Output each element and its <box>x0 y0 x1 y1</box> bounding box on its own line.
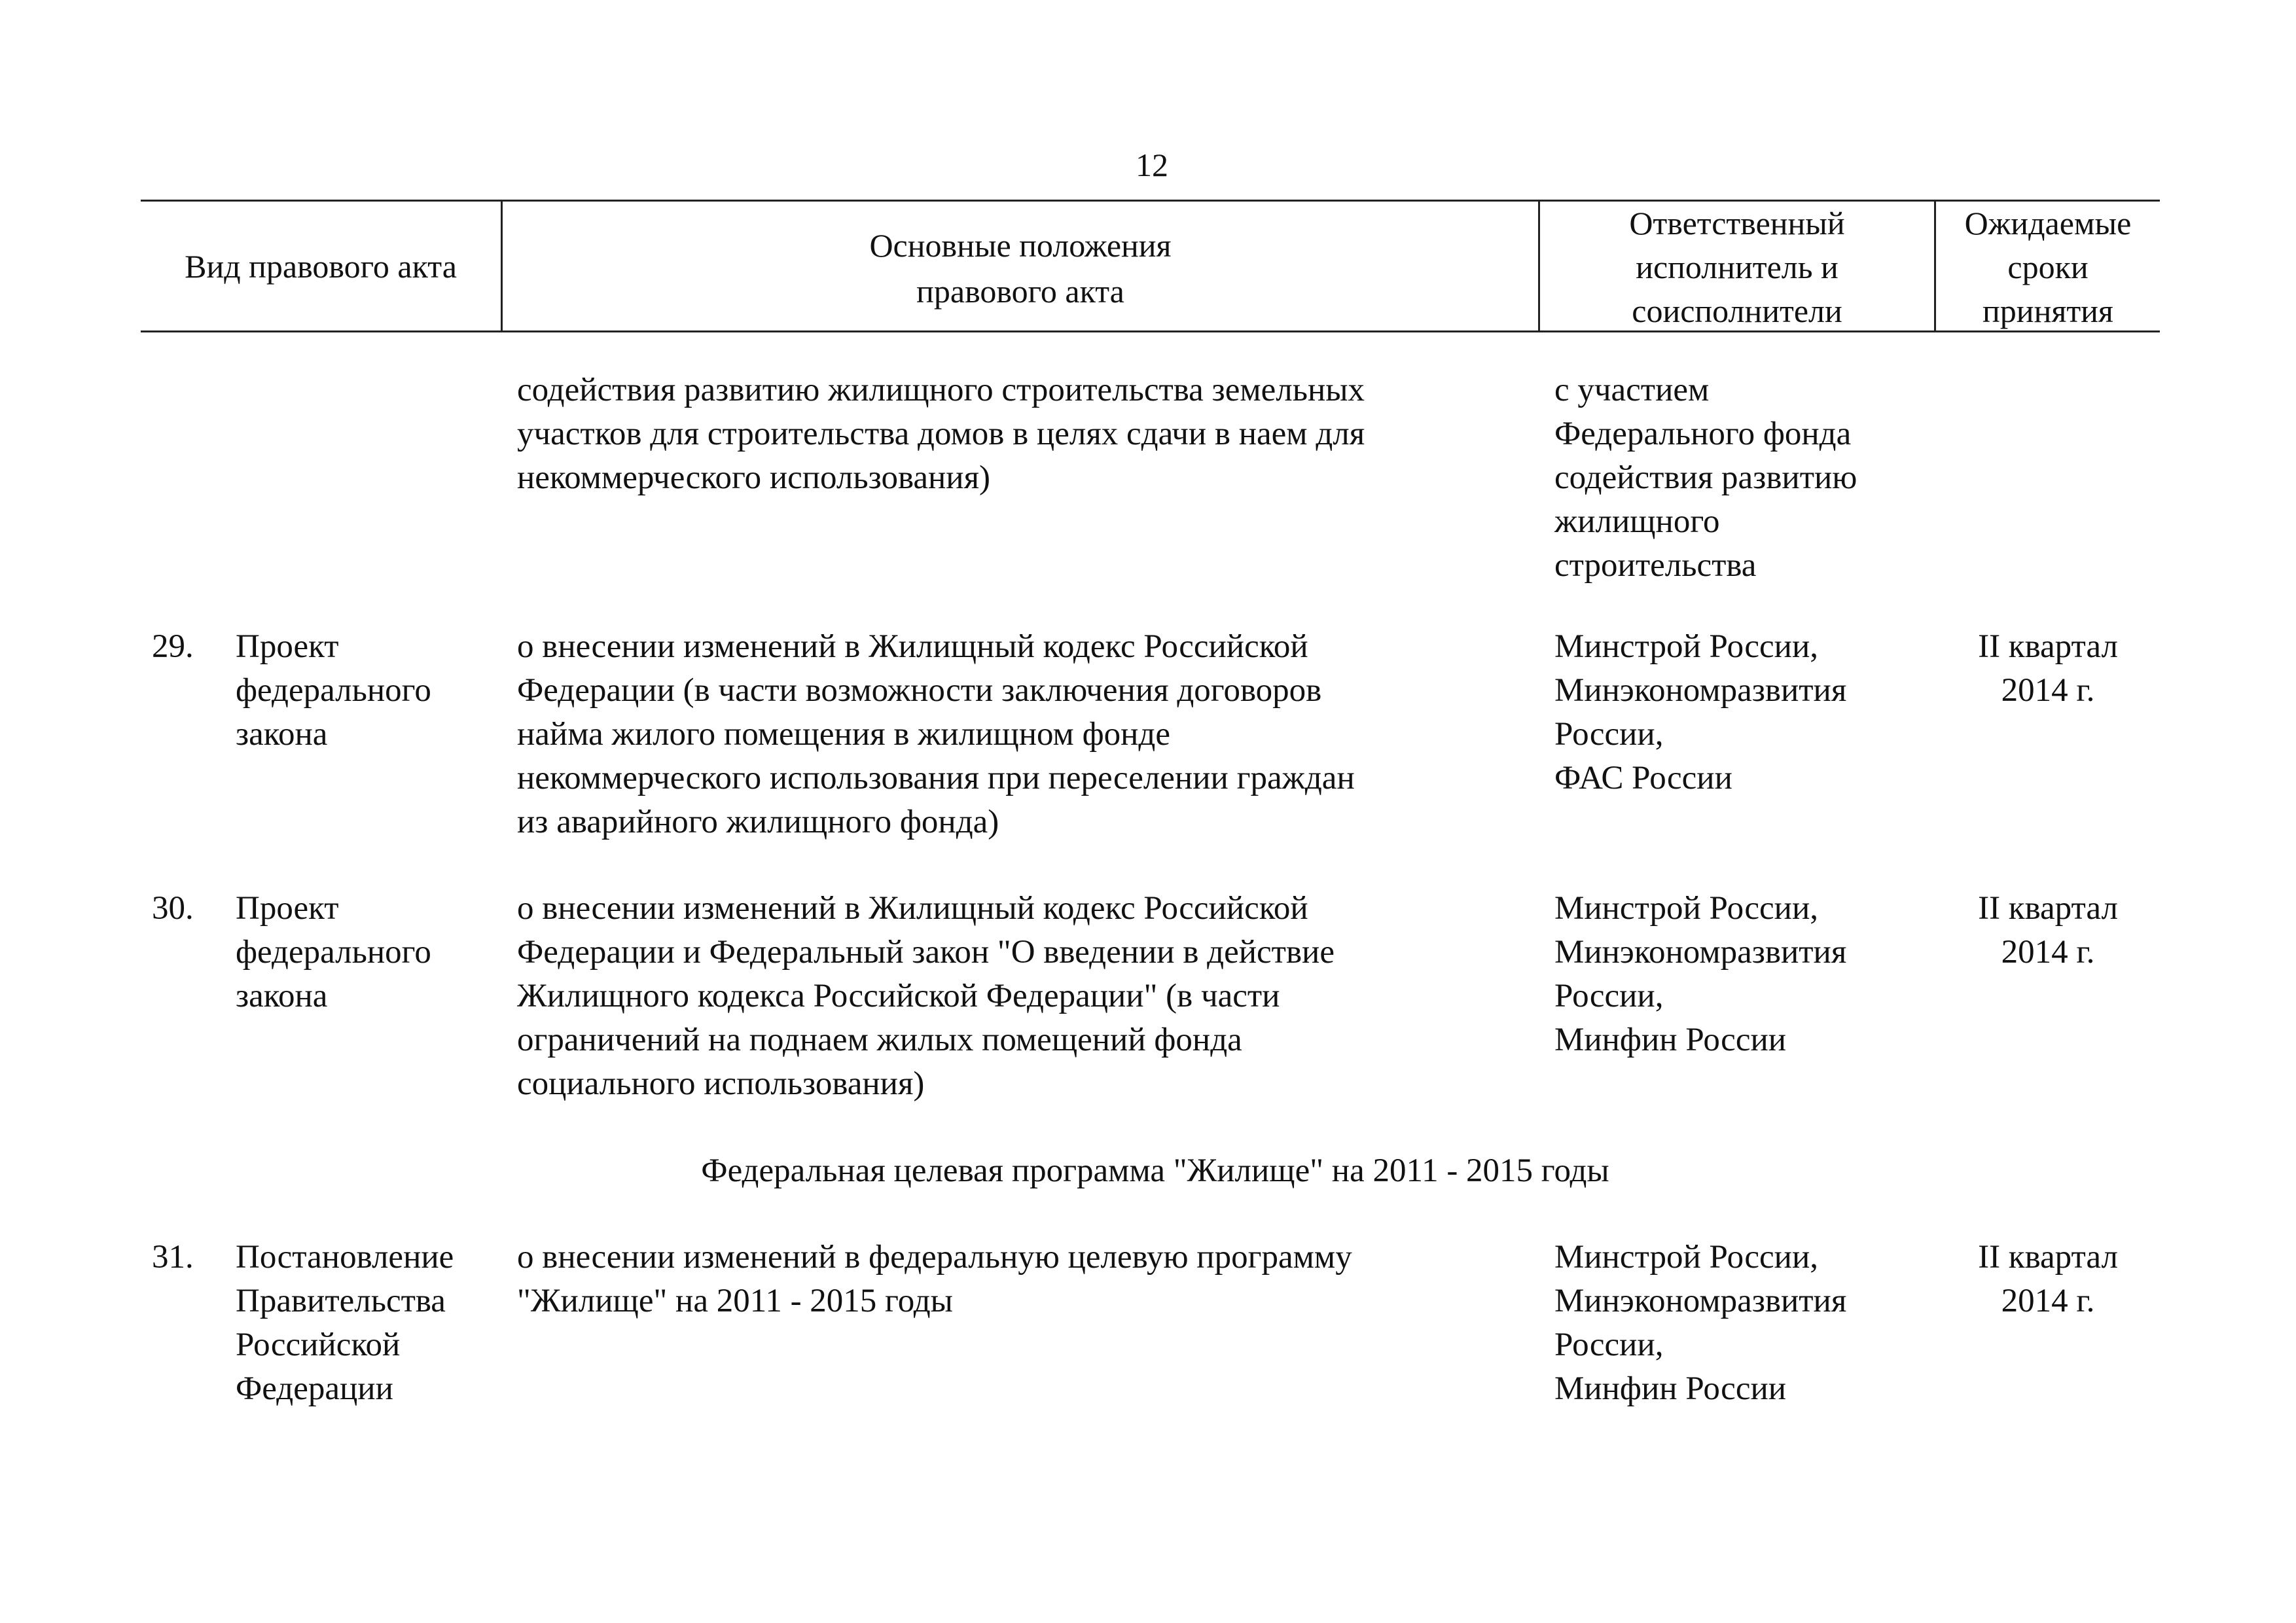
header-col-type: Вид правового акта <box>185 248 457 285</box>
row-29-terms: II квартал 2014 г. <box>1978 628 2118 709</box>
header-col-provisions: Основные положения правового акта <box>869 227 1172 310</box>
row-31-number: 31. <box>152 1239 194 1275</box>
row-31-type: Постановление Правительства Российской Федерации <box>236 1239 454 1407</box>
header-col-terms: Ожидаемые сроки принятия <box>1964 205 2132 329</box>
row-continuation-provisions: содействия развитию жилищного строительства земельных участков для строительства домов в целях сдачи в наем для некоммерческого использования) <box>517 372 1365 496</box>
row-continuation-responsible: с участием Федерального фонда содействия развитию жилищного строительства <box>1554 372 1857 584</box>
row-29-type: Проект федерального закона <box>236 628 431 753</box>
row-30-number: 30. <box>152 890 194 927</box>
row-31-provisions: о внесении изменений в федеральную целевую программу "Жилище" на 2011 - 2015 годы <box>517 1239 1352 1319</box>
section-title: Федеральная целевая программа "Жилище" на 2011 - 2015 годы <box>701 1152 1609 1189</box>
row-30-type: Проект федерального закона <box>236 890 431 1014</box>
row-30-terms: II квартал 2014 г. <box>1978 890 2118 971</box>
row-30-provisions: о внесении изменений в Жилищный кодекс Российской Федерации и Федеральный закон "О введении в действие Жилищного кодекса Российской Федерации" (в части ограничений на поднаем жилых помещений фонда социального использования) <box>517 890 1335 1102</box>
page-number: 12 <box>1136 147 1168 183</box>
row-30-responsible: Минстрой России, Минэкономразвития России, Минфин России <box>1554 890 1847 1058</box>
row-31-terms: II квартал 2014 г. <box>1978 1239 2118 1319</box>
row-29-responsible: Минстрой России, Минэкономразвития России, ФАС России <box>1554 628 1847 796</box>
row-29-provisions: о внесении изменений в Жилищный кодекс Российской Федерации (в части возможности заключения договоров найма жилого помещения в жилищном фонде некоммерческого использования при переселении граждан из аварийного жилищного фонда) <box>517 628 1355 840</box>
row-31-responsible: Минстрой России, Минэкономразвития России, Минфин России <box>1554 1239 1847 1407</box>
row-29-number: 29. <box>152 628 194 665</box>
header-col-responsible: Ответственный исполнитель и соисполнители <box>1629 205 1845 329</box>
